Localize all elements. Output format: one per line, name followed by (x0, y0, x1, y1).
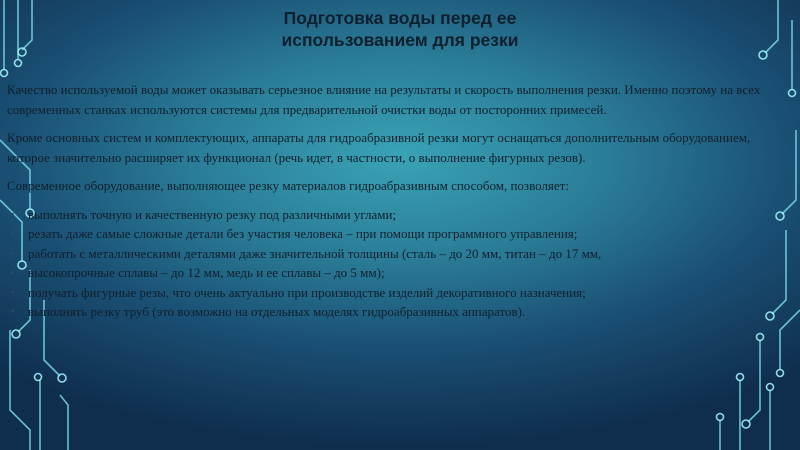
paragraph-additional-equipment: Кроме основных систем и комплектующих, аппараты для гидроабразивной резки могут оснащаться дополнительным оборудованием, которое значительно расширяет их функционал (речь идет, в частности, о выполнение фигурных резов). (7, 130, 751, 165)
list-item: ▪ резать даже самые сложные детали без участия человека – при помощи программного управления; (7, 224, 777, 244)
list-item: ▪ работать с металлическими деталями даже значительной толщины (сталь – до 20 мм, титан – до 17 мм, (7, 244, 777, 264)
slide-title-line-1: Подготовка воды перед ее (283, 8, 517, 28)
slide-title (0, 7, 800, 51)
capabilities-list (7, 205, 777, 322)
paragraph-capabilities-intro: Современное оборудование, выполняющее резку материалов гидроабразивным способом, позволяет: (7, 178, 569, 193)
slide-body (7, 80, 777, 322)
slide-title-line-2: использованием для резки (281, 30, 519, 50)
list-item: ▪ высокопрочные сплавы – до 12 мм, медь и ее сплавы – до 5 мм); (7, 263, 777, 283)
paragraph-water-quality: Качество используемой воды может оказывать серьезное влияние на результаты и скорость выполнения резки. Именно поэтому на всех современных станках используются системы для предварительной очистки воды от посторонних примесей. (7, 82, 761, 117)
list-item: ▪ получать фигурные резы, что очень актуально при производстве изделий декоративного назначения; (7, 283, 777, 303)
list-item: ▪ выполнять резку труб (это возможно на отдельных моделях гидроабразивных аппаратов). (7, 302, 777, 322)
list-item: ▪ выполнять точную и качественную резку под различными углами; (7, 205, 777, 225)
